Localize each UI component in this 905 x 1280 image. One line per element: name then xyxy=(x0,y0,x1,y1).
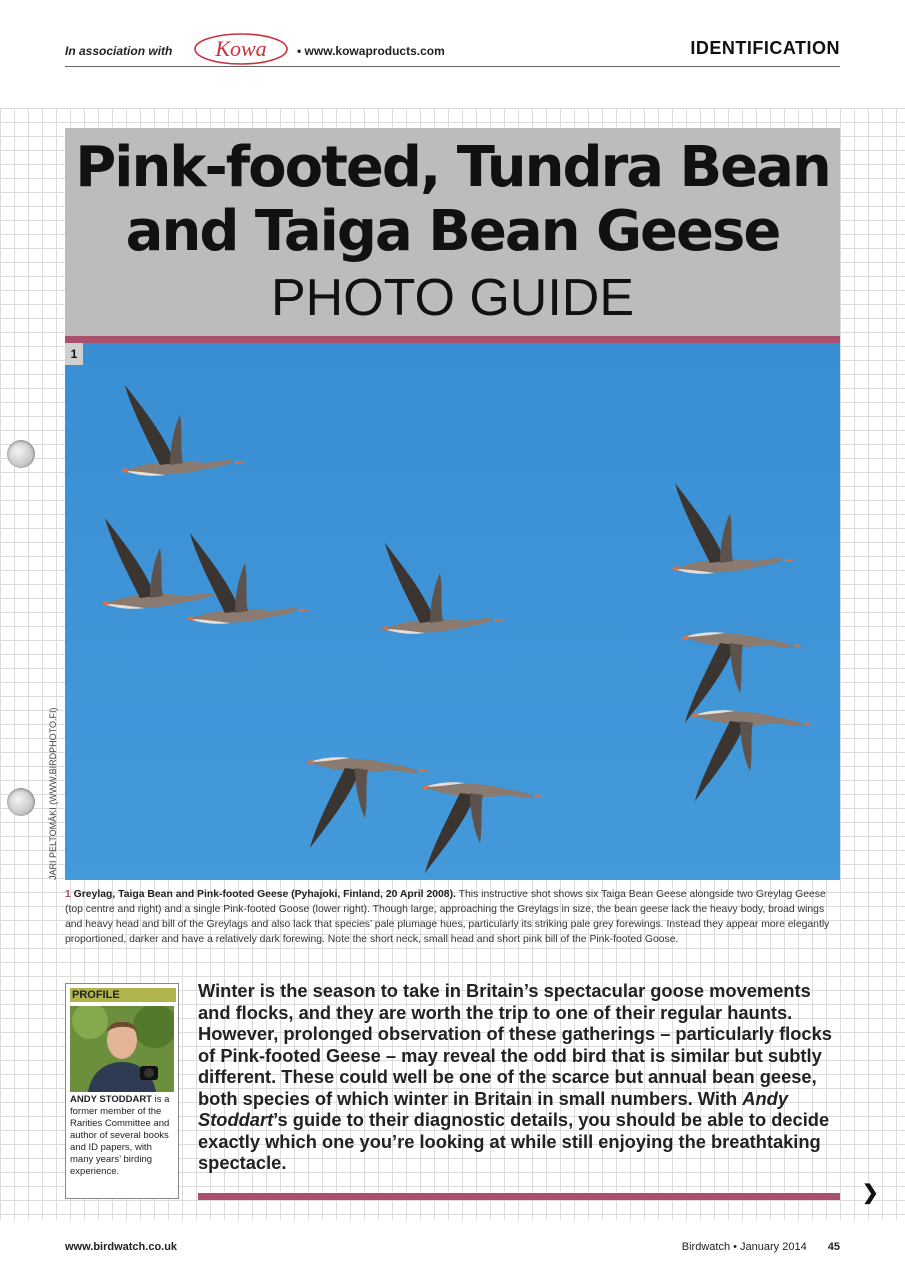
footer-website[interactable]: www.birdwatch.co.uk xyxy=(65,1241,178,1253)
caption-text: This instructive shot shows six Taiga Bean Geese alongside two Greylag Geese (top centre and right) and a single Pink-footed Goose (lower right). Though large, approaching the Greylags in size, the bean geese lack the heavy body, broad wings and heavy head and bill of the Greylags and also lack that species’ pale plumage hues, particularly its striking pale grey forewings. Instead they appear more elegantly proportioned, darker and have a relatively dark forewing. Note the short neck, small head and short pink bill of the Pink-footed Goose. xyxy=(65,889,830,945)
geese-illustration xyxy=(65,343,840,880)
profile-label: PROFILE xyxy=(70,988,176,1002)
author-name: ANDY STODDART xyxy=(70,1094,152,1105)
next-page-arrow-icon[interactable]: ❯ xyxy=(862,1182,879,1204)
title-rule xyxy=(65,336,840,343)
caption-number: 1 xyxy=(65,889,71,900)
author-photo xyxy=(70,1006,174,1092)
caption-heading: Greylag, Taiga Bean and Pink-footed Geese (Pyhajoki, Finland, 20 April 2008). xyxy=(73,889,456,900)
goose-7 xyxy=(691,710,815,801)
binder-hole-icon xyxy=(7,440,35,468)
intro-part-1: Winter is the season to take in Britain’s spectacular goose movements and flocks, and they are worth the trip to one of their regular haunts. However, prolonged observation of these gatherings – particularly flocks of Pink-footed Geese – may reveal the odd bird that is similar but subtly different. These could well be one of the scarce but annual bean geese, both species of which winter in Britain in small numbers. With xyxy=(198,980,832,1109)
title-panel xyxy=(65,128,840,336)
section-title: IDENTIFICATION xyxy=(690,38,840,58)
footer-magazine: Birdwatch • January 2014 xyxy=(681,1241,807,1253)
intro-author: Andy Stoddart xyxy=(198,1087,788,1130)
page-header xyxy=(65,32,840,67)
goose-5 xyxy=(671,483,795,574)
intro-part-2: ’s guide to their diagnostic details, you should be able to decide exactly which one you’re looking at while still enjoying the breathtaking spectacle. xyxy=(198,1109,830,1173)
goose-8 xyxy=(306,757,430,848)
intro-text xyxy=(198,980,843,1174)
profile-bio xyxy=(70,1094,175,1178)
photo-number: 1 xyxy=(65,343,83,365)
goose-9 xyxy=(421,782,545,873)
headline-line-1: Pink-footed, Tundra Bean xyxy=(75,135,830,200)
kowa-logo-text: Kowa xyxy=(215,36,267,61)
photo-credit: JARI PELTOMÄKI (WWW.BIRDPHOTO.FI) xyxy=(48,707,58,880)
intro-rule xyxy=(198,1193,840,1200)
profile-box xyxy=(65,983,179,1199)
photo-caption xyxy=(65,887,840,947)
kowa-url: • www.kowaproducts.com xyxy=(297,44,445,58)
author-bio: is a former member of the Rarities Committee and author of several books and ID papers, with many years’ birding experience. xyxy=(70,1094,170,1177)
binder-hole-icon xyxy=(7,788,35,816)
goose-3 xyxy=(186,533,310,624)
goose-6 xyxy=(681,632,805,723)
association-label: In association with xyxy=(65,44,173,58)
page-number: 45 xyxy=(827,1241,840,1253)
headline-line-2: and Taiga Bean Geese xyxy=(125,199,780,264)
geese-photo xyxy=(65,343,840,880)
goose-1 xyxy=(121,385,245,476)
headline-subtitle: PHOTO GUIDE xyxy=(270,269,635,327)
goose-4 xyxy=(381,543,505,634)
footer-info xyxy=(682,1241,840,1253)
kowa-logo xyxy=(193,32,289,66)
